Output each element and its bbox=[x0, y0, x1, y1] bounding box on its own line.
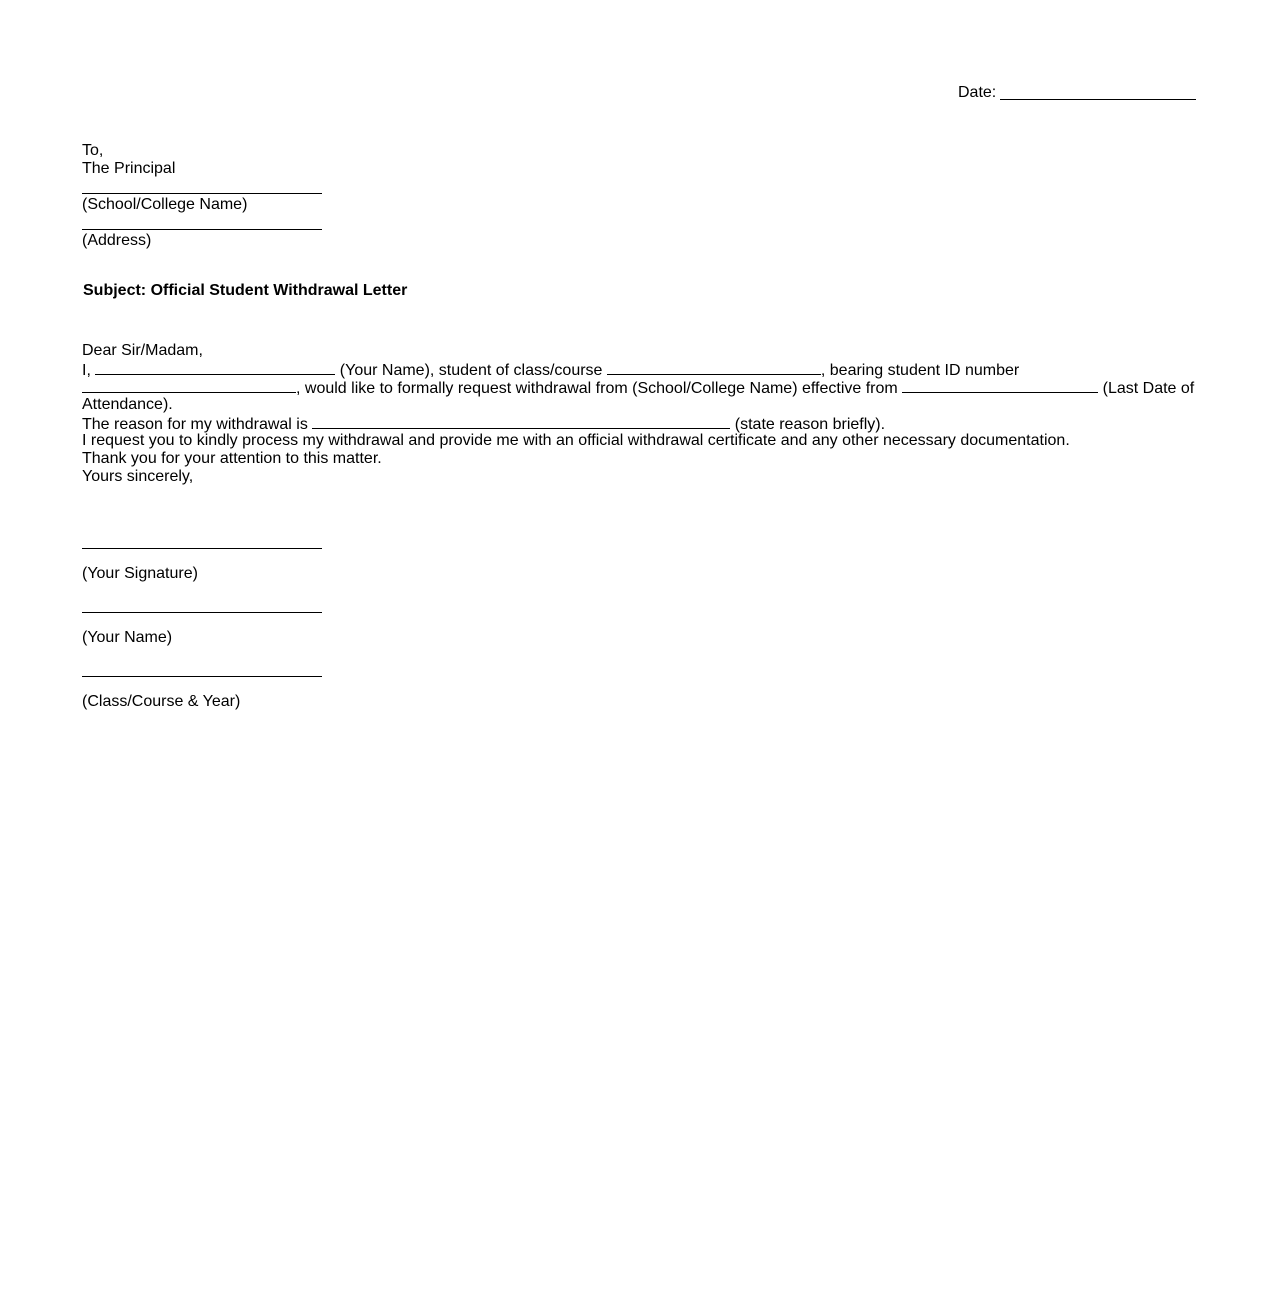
body-line-5: I request you to kindly process my withdrawal and provide me with an official withdrawal certificate and any other necessary documentation. bbox=[82, 432, 1070, 449]
body-line-1 bbox=[82, 360, 1019, 380]
address-blank[interactable] bbox=[82, 229, 322, 230]
address-label: (Address) bbox=[82, 232, 152, 249]
date-blank[interactable] bbox=[1000, 99, 1196, 100]
subject-line: Subject: Official Student Withdrawal Letter bbox=[83, 282, 408, 299]
body-line-2 bbox=[82, 378, 1194, 398]
school-name-label: (School/College Name) bbox=[82, 196, 248, 213]
name-blank[interactable] bbox=[82, 612, 322, 613]
closing: Yours sincerely, bbox=[82, 468, 194, 485]
body-line-1-middle: (Your Name), student of class/course bbox=[339, 362, 603, 379]
last-date-blank[interactable] bbox=[902, 378, 1098, 393]
body-line-2-middle: , would like to formally request withdrawal from (School/College Name) effective from bbox=[296, 380, 898, 397]
body-line-4 bbox=[82, 414, 885, 434]
body-line-1-start: I, bbox=[82, 362, 91, 379]
reason-hint: (state reason briefly). bbox=[734, 416, 886, 433]
student-id-blank[interactable] bbox=[82, 378, 296, 393]
body-line-6: Thank you for your attention to this matter. bbox=[82, 450, 382, 467]
date-label: Date: bbox=[958, 84, 997, 101]
school-name-blank[interactable] bbox=[82, 193, 322, 194]
signature-blank[interactable] bbox=[82, 548, 322, 549]
body-line-2-end: (Last Date of bbox=[1102, 380, 1195, 397]
recipient-to: To, bbox=[82, 142, 104, 159]
signature-label: (Your Signature) bbox=[82, 565, 198, 582]
recipient-title: The Principal bbox=[82, 160, 176, 177]
salutation: Dear Sir/Madam, bbox=[82, 342, 203, 359]
class-course-blank[interactable] bbox=[607, 360, 821, 375]
body-line-3: Attendance). bbox=[82, 396, 173, 413]
your-name-blank[interactable] bbox=[95, 360, 335, 375]
class-year-label: (Class/Course & Year) bbox=[82, 693, 241, 710]
name-label: (Your Name) bbox=[82, 629, 173, 646]
body-line-1-end: , bearing student ID number bbox=[820, 362, 1020, 379]
reason-label: The reason for my withdrawal is bbox=[82, 416, 308, 433]
class-year-blank[interactable] bbox=[82, 676, 322, 677]
reason-blank[interactable] bbox=[312, 414, 730, 429]
